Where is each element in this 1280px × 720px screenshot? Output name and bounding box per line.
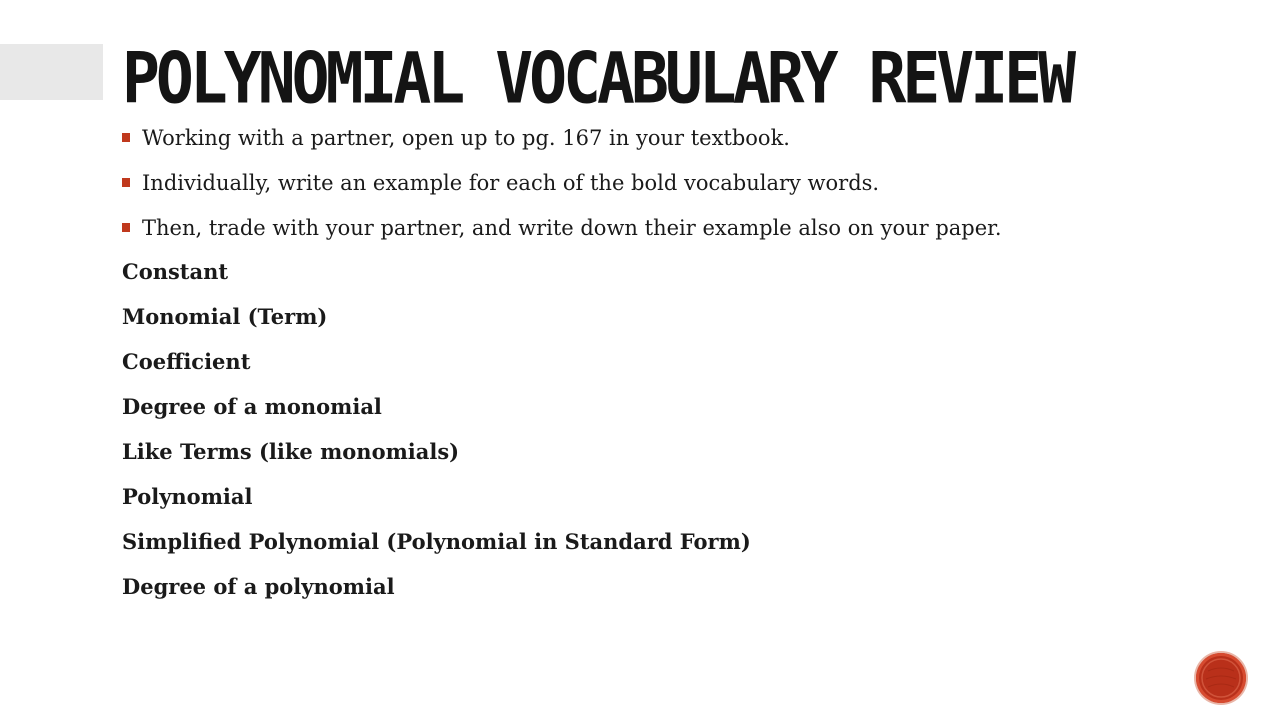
square-bullet-icon bbox=[122, 133, 130, 142]
square-bullet-icon bbox=[122, 223, 130, 232]
instruction-text: Then, trade with your partner, and write down their example also on your paper. bbox=[142, 216, 1002, 240]
vocab-term: Like Terms (like monomials) bbox=[122, 439, 460, 464]
vocabulary-list bbox=[122, 252, 751, 612]
vocab-term: Polynomial bbox=[122, 484, 253, 509]
vocab-term: Degree of a polynomial bbox=[122, 574, 395, 599]
instruction-list bbox=[122, 118, 1002, 253]
slide-nav-button[interactable] bbox=[1196, 653, 1246, 703]
instruction-item bbox=[122, 208, 1002, 253]
vocab-term: Degree of a monomial bbox=[122, 394, 382, 419]
square-bullet-icon bbox=[122, 178, 130, 187]
vocab-term: Monomial (Term) bbox=[122, 304, 328, 329]
instruction-text: Individually, write an example for each of the bold vocabulary words. bbox=[142, 171, 880, 195]
instruction-text: Working with a partner, open up to pg. 167 in your textbook. bbox=[142, 126, 790, 150]
vocab-term: Constant bbox=[122, 259, 229, 284]
instruction-item bbox=[122, 163, 1002, 208]
vocab-term: Coefficient bbox=[122, 349, 251, 374]
vocab-term: Simplified Polynomial (Polynomial in Standard Form) bbox=[122, 529, 751, 554]
circle-nav-icon bbox=[1196, 653, 1246, 703]
title-accent-bar bbox=[0, 44, 103, 100]
instruction-item bbox=[122, 118, 1002, 163]
slide-title: POLYNOMIAL VOCABULARY REVIEW bbox=[122, 37, 1073, 120]
